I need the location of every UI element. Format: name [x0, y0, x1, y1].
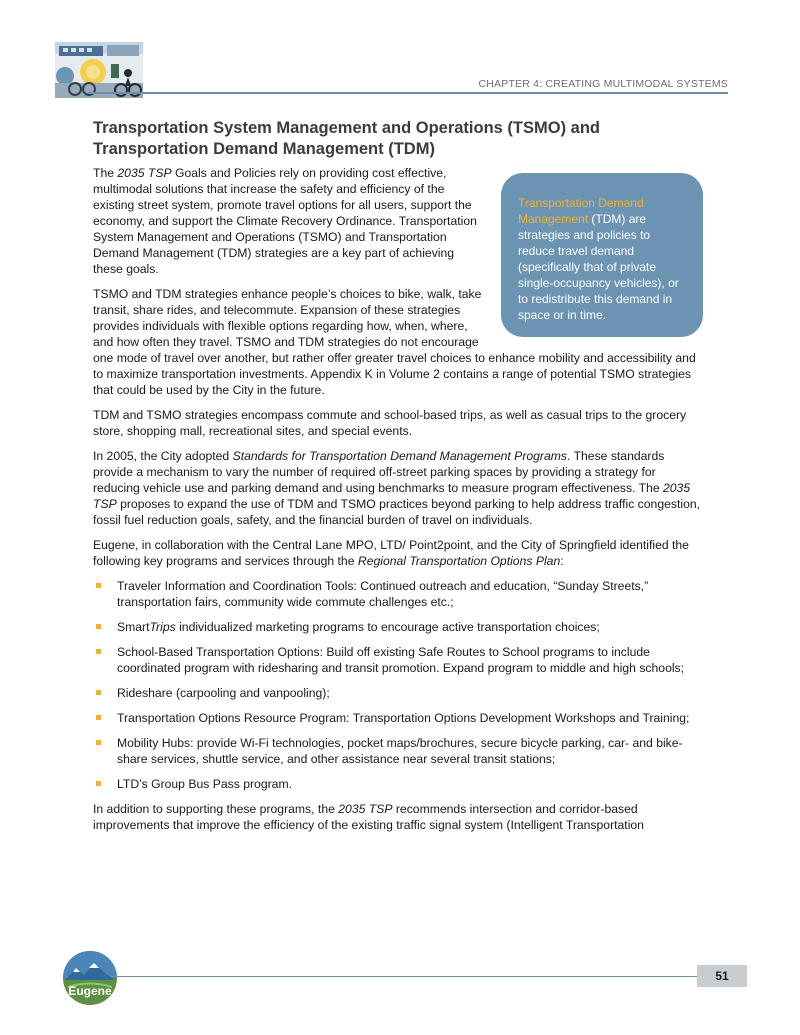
- text-run: Smart: [117, 620, 150, 634]
- list-item: Transportation Options Resource Program: Transportation Options Development Workshops and Training;: [93, 710, 705, 726]
- text-run: The: [93, 166, 118, 180]
- paragraph-collaboration: [93, 537, 705, 569]
- callout-term: Transportation Demand Management: [518, 196, 644, 226]
- callout-definition: (TDM) are strategies and policies to reduce travel demand (specifically that of private single-occupancy vehicles), or to redistribute this demand in space or in time.: [518, 212, 679, 322]
- logo-text: Eugene: [68, 984, 112, 998]
- text-run-italic: Standards for Transportation Demand Management Programs: [232, 449, 568, 463]
- program-list: [93, 578, 705, 792]
- text-run: In addition to supporting these programs, the: [93, 802, 339, 816]
- text-run-italic: Regional Transportation Options Plan: [357, 554, 561, 568]
- chapter-title: CHAPTER 4: CREATING MULTIMODAL SYSTEMS: [478, 78, 728, 90]
- tdm-definition-callout: [501, 173, 703, 337]
- list-item: Traveler Information and Coordination Tools: Continued outreach and education, “Sunday Streets,” transportation fairs, community wide commute challenges etc.;: [93, 578, 705, 610]
- text-run: recommends intersection and corridor-based improvements that improve the efficiency of the existing traffic signal system (Intelligent Transportation: [93, 802, 644, 832]
- text-run: individualized marketing programs to encourage active transportation choices;: [175, 620, 600, 634]
- list-item: LTD’s Group Bus Pass program.: [93, 776, 705, 792]
- paragraph-strategies: TSMO and TDM strategies enhance people’s choices to bike, walk, take transit, share rides, and telecommute. Expansion of these strategies provides individuals with flexible options regarding how, when, where, and how often they travel. TSMO and TDM strategies do not encourage one mode of travel over another, but rather offer greater travel choices to enhance mobility and accessibility and to maximize transportation investments. Appendix K in Volume 2 contains a range of potential TSMO strategies that could be used by the City in the future.: [93, 287, 696, 397]
- text-run-italic: Trips: [149, 620, 176, 634]
- header-divider: [88, 92, 728, 94]
- paragraph-its: [93, 801, 705, 833]
- text-run-italic: 2035 TSP: [338, 802, 393, 816]
- footer-divider: [112, 976, 707, 977]
- paragraph-trips: TDM and TSMO strategies encompass commute and school-based trips, as well as casual trips to the grocery store, shopping mall, recreational sites, and special events.: [93, 408, 687, 438]
- multimodal-transportation-collage-icon: [55, 42, 143, 98]
- text-run-italic: 2035 TSP: [117, 166, 172, 180]
- text-run: In 2005, the City adopted: [93, 449, 233, 463]
- text-run: Goals and Policies rely on providing cost effective, multimodal solutions that increase the safety and efficiency of the existing street system, promote travel options for all users, support the economy, and support the Climate Recovery Ordinance. Transportation System Management and Operations (TSMO) and Transportation Demand Management (TDM) strategies are a key part of achieving these goals.: [93, 166, 477, 276]
- text-run: . These standards provide a mechanism to vary the number of required off-street parking spaces by providing a strategy for reducing vehicle use and parking demand and using benchmarks to measure program effectiveness. The: [93, 449, 665, 495]
- list-item: School-Based Transportation Options: Build off existing Safe Routes to School programs to include coordinated program with ridesharing and transit promotion. Expand program to middle and high schools;: [93, 644, 705, 676]
- list-item: [93, 619, 705, 635]
- paragraph-standards: [93, 448, 705, 528]
- text-run: :: [560, 554, 564, 568]
- text-run-italic: 2035 TSP: [93, 481, 691, 511]
- list-item: Mobility Hubs: provide Wi-Fi technologies, pocket maps/brochures, secure bicycle parking, car- and bike-share services, shuttle service, and other assistance near several transit stations;: [93, 735, 705, 767]
- page-content: [93, 118, 705, 842]
- section-heading: Transportation System Management and Operations (TSMO) and Transportation Demand Management (TDM): [93, 119, 600, 158]
- text-run: proposes to expand the use of TDM and TSMO practices beyond parking to help address traffic congestion, fossil fuel reduction goals, safety, and the financial burden of travel on individuals.: [93, 497, 701, 527]
- list-item: Rideshare (carpooling and vanpooling);: [93, 685, 705, 701]
- eugene-logo: [62, 950, 118, 1006]
- page-number: 51: [697, 965, 747, 987]
- text-run: Eugene, in collaboration with the Central Lane MPO, LTD/ Point2point, and the City of Springfield identified the following key programs and services through the: [93, 538, 689, 568]
